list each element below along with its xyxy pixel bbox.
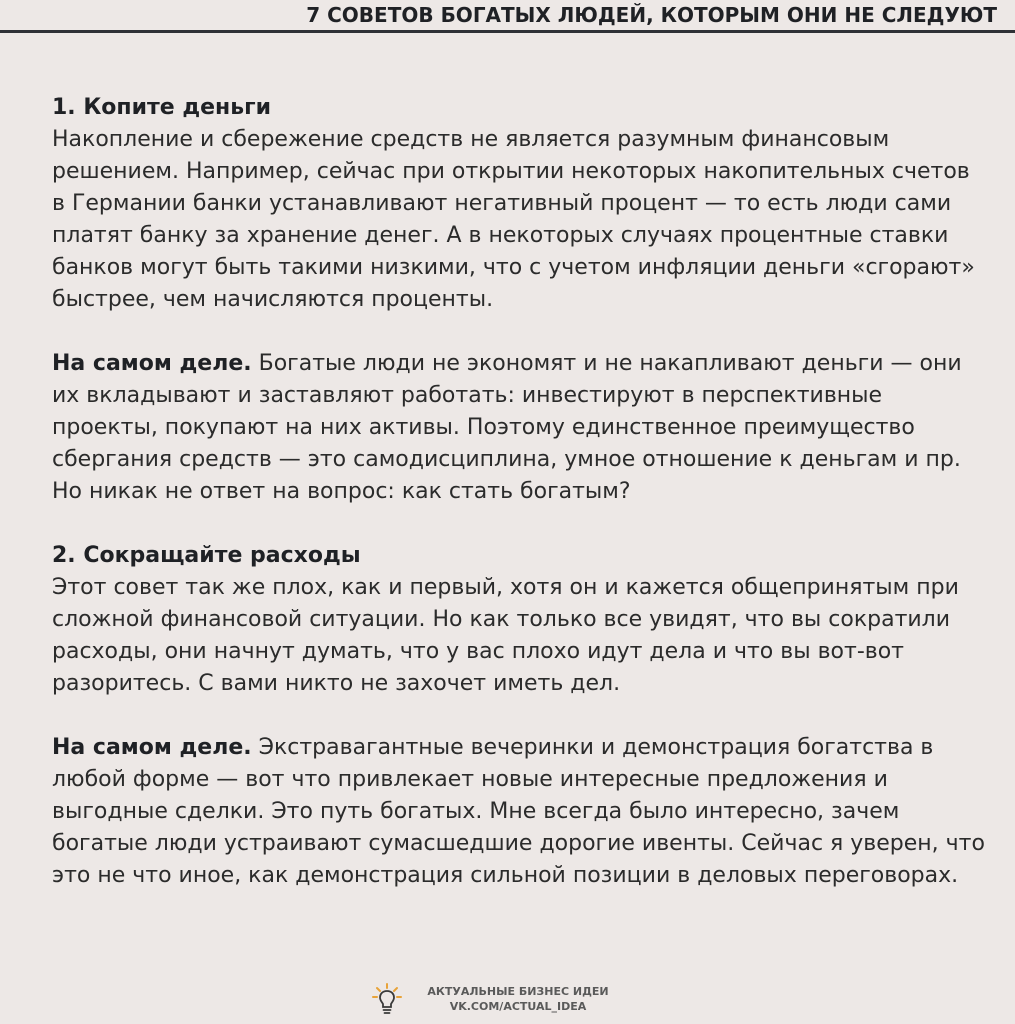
reality-paragraph-2 [52,732,987,892]
reality-section-1 [52,348,987,508]
footer-brand-name: АКТУАЛЬНЫЕ БИЗНЕС ИДЕИ [427,985,609,998]
tip-section-2 [52,540,987,700]
reality-paragraph-1 [52,348,987,508]
tip-text-2: Этот совет так же плох, как и первый, хотя он и кажется общепринятым при сложной финансовой ситуации. Но как только все увидят, что вы сократили расходы, они начнут думать, что у вас плохо идут дела и что вы вот-вот разоритесь. С вами никто не захочет иметь дел. [52,575,959,696]
tip-heading-1: 1. Копите деньги [52,95,272,120]
reality-lead-1: На самом деле. [52,351,252,376]
tip-heading-2: 2. Сокращайте расходы [52,543,361,568]
footer-url[interactable]: VK.COM/ACTUAL_IDEA [449,1000,587,1013]
lightbulb-icon [372,982,402,1018]
article-body [52,92,987,924]
page-title: 7 СОВЕТОВ БОГАТЫХ ЛЮДЕЙ, КОТОРЫМ ОНИ НЕ СЛЕДУЮТ [306,3,997,27]
tip-text-1: Накопление и сбережение средств не является разумным финансовым решением. Например, сейчас при открытии некоторых накопительных счетов в Германии банки устанавливают негативный процент — то есть люди сами платят банку за хранение денег. А в некоторых случаях процентные ставки банков могут быть такими низкими, что с учетом инфляции деньги «сгорают» быстрее, чем начисляются проценты. [52,127,975,312]
reality-section-2 [52,732,987,892]
reality-text-2: Экстравагантные вечеринки и демонстрация богатства в любой форме — вот что привлекает новые интересные предложения и выгодные сделки. Это путь богатых. Мне всегда было интересно, зачем богатые люди устраивают сумасшедшие дорогие ивенты. Сейчас я уверен, что это не что иное, как демонстрация сильной позиции в деловых переговорах. [52,735,985,888]
reality-lead-2: На самом деле. [52,735,252,760]
page-header [0,0,1015,33]
footer-text [408,984,628,1014]
reality-text-1: Богатые люди не экономят и не накапливают деньги — они их вкладывают и заставляют работать: инвестируют в перспективные проекты, покупают на них активы. Поэтому единственное преимущество сбергания средств — это самодисциплина, умное отношение к деньгам и пр. Но никак не ответ на вопрос: как стать богатым? [52,351,962,504]
tip-section-1 [52,92,987,316]
footer-brand [0,982,1015,1018]
